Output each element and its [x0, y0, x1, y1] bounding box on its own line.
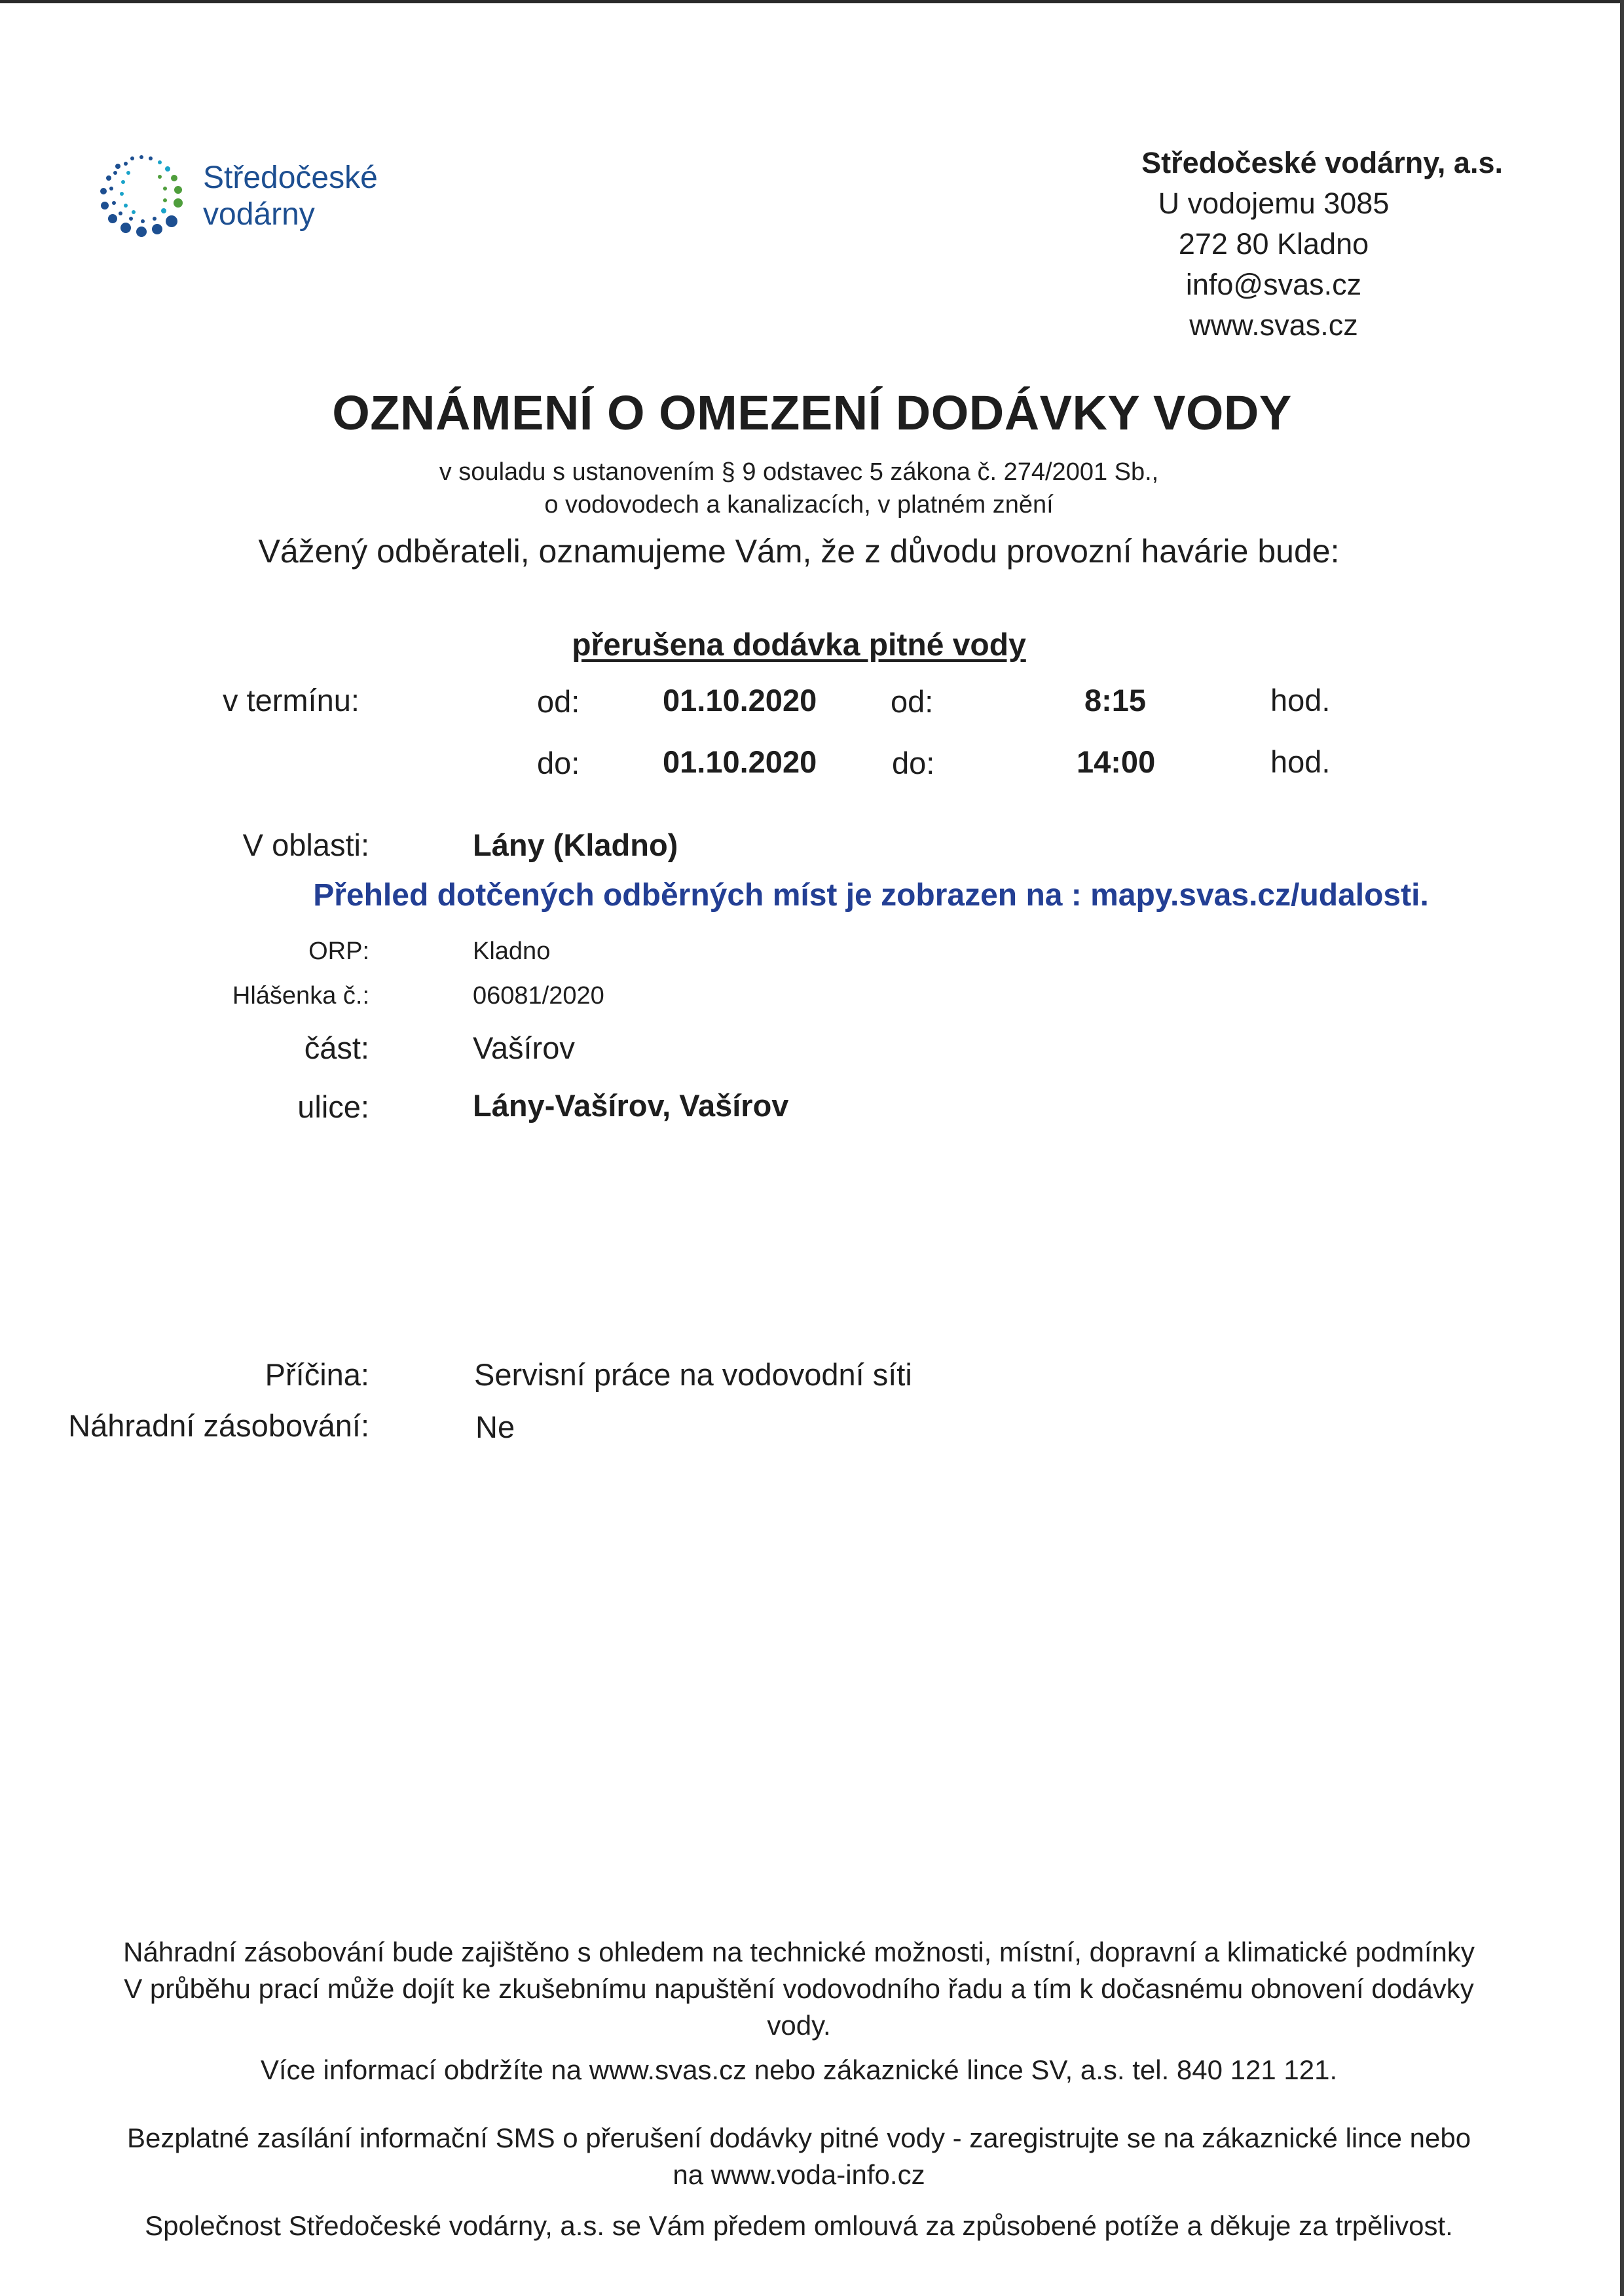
logo-wordmark: [203, 160, 378, 233]
footer-p1-line3: vody.: [767, 2010, 831, 2041]
interruption-text: přerušena dodávka pitné vody: [572, 628, 1026, 663]
term-to-time: 14:00: [1077, 744, 1156, 779]
cause-label: Příčina:: [265, 1357, 369, 1392]
company-name: Středočeské vodárny, a.s.: [1141, 146, 1503, 179]
part-value: Vašírov: [473, 1030, 575, 1065]
footer-paragraph-4: Společnost Středočeské vodárny, a.s. se Vám předem omlouvá za způsobené potíže a děkuje za trpělivost.: [145, 2210, 1453, 2241]
logo-text-line2: vodárny: [203, 197, 315, 232]
company-web: www.svas.cz: [1189, 308, 1358, 342]
street-label: ulice:: [297, 1089, 369, 1124]
term-to-unit: hod.: [1270, 744, 1331, 779]
footer-paragraph-3: [0, 2120, 1598, 2193]
scan-edge-right: [1620, 0, 1624, 2296]
part-label: část:: [304, 1030, 369, 1065]
term-from-time: 8:15: [1084, 683, 1147, 718]
term-from-label: od:: [537, 684, 580, 719]
term-to-label: do:: [537, 746, 580, 780]
company-email: info@svas.cz: [1185, 268, 1362, 301]
term-from-date: 01.10.2020: [663, 683, 817, 718]
logo-dots-icon: [92, 151, 196, 249]
notice-title: OZNÁMENÍ O OMEZENÍ DODÁVKY VODY: [332, 386, 1292, 440]
affected-places-note: Přehled dotčených odběrných míst je zobrazen na : mapy.svas.cz/udalosti.: [313, 878, 1429, 913]
company-logo: [92, 151, 393, 249]
orp-value: Kladno: [473, 938, 551, 965]
term-from-time-label: od:: [891, 684, 934, 719]
footer-paragraph-2: Více informací obdržíte na www.svas.cz nebo zákaznické lince SV, a.s. tel. 840 121 121.: [260, 2054, 1338, 2085]
company-street: U vodojemu 3085: [1158, 187, 1390, 220]
term-from-unit: hod.: [1270, 683, 1331, 718]
notice-intro: Vážený odběrateli, oznamujeme Vám, že z důvodu provozní havárie bude:: [258, 533, 1340, 570]
company-city: 272 80 Kladno: [1178, 227, 1369, 261]
replacement-supply-label: Náhradní zásobování:: [68, 1408, 369, 1443]
cause-value: Servisní práce na vodovodní síti: [474, 1357, 912, 1392]
logo-text-line1: Středočeské: [203, 160, 378, 195]
orp-label: ORP:: [308, 938, 369, 965]
term-label: v termínu:: [223, 683, 360, 718]
notice-subtitle-line1: v souladu s ustanovením § 9 odstavec 5 zákona č. 274/2001 Sb.,: [439, 458, 1159, 486]
footer-p3-line2: na www.voda-info.cz: [673, 2159, 925, 2190]
footer-p1-line1: Náhradní zásobování bude zajištěno s ohledem na technické možnosti, místní, dopravní a klimatické podmínky: [123, 1937, 1475, 1967]
replacement-supply-value: Ne: [475, 1410, 515, 1444]
report-number-label: Hlášenka č.:: [232, 982, 369, 1010]
area-value: Lány (Kladno): [473, 828, 678, 862]
company-address: [1044, 143, 1503, 346]
term-to-time-label: do:: [892, 746, 935, 780]
report-number-value: 06081/2020: [473, 982, 604, 1010]
footer-p1-line2: V průběhu prací může dojít ke zkušebnímu napuštění vodovodního řadu a tím k dočasnému obnovení dodávky: [124, 1973, 1474, 2004]
term-to-date: 01.10.2020: [663, 744, 817, 779]
street-value: Lány-Vašírov, Vašírov: [473, 1088, 789, 1123]
scan-edge-top: [0, 0, 1624, 3]
interruption-heading: [0, 627, 1598, 663]
footer-paragraph-1: [0, 1934, 1598, 2044]
area-label: V oblasti:: [242, 828, 369, 862]
notice-subtitle-line2: o vodovodech a kanalizacích, v platném znění: [544, 491, 1054, 519]
footer-p3-line1: Bezplatné zasílání informační SMS o přerušení dodávky pitné vody - zaregistrujte se na zákaznické lince nebo: [126, 2123, 1471, 2153]
